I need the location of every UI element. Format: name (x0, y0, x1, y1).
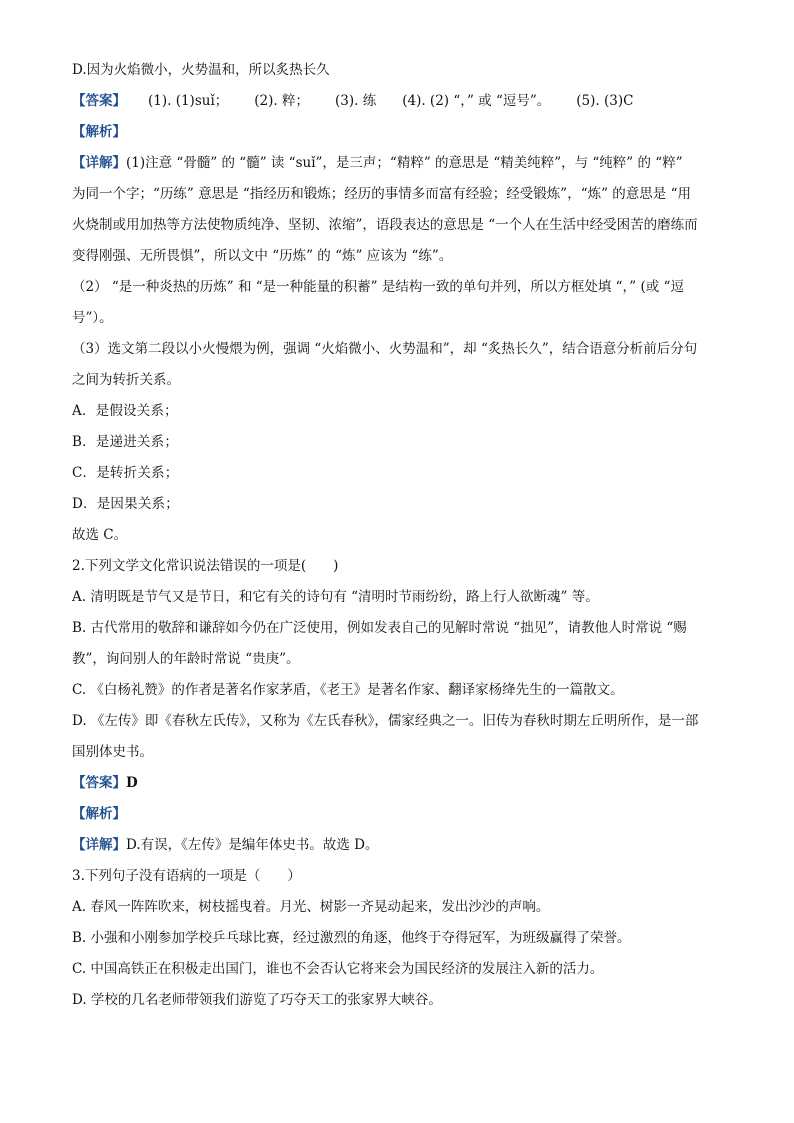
option-line (72, 680, 724, 700)
text: B. 小强和小刚参加学校乒乓球比赛，经过激烈的角逐，他终于夺得冠军，为班级赢得了荣誉。 (72, 930, 631, 946)
paragraph-line (72, 184, 724, 204)
answer-tag: 【答案】 (72, 93, 126, 109)
analysis-heading (72, 122, 724, 142)
text: D.有误，《左传》是编年体史书。故选 D。 (126, 837, 379, 853)
paragraph-line (72, 215, 724, 235)
option-line (72, 432, 724, 452)
option-line (72, 463, 724, 483)
option-line (72, 618, 724, 638)
option-line (72, 742, 724, 762)
analysis-heading (72, 804, 724, 824)
answer-part: (4). (2) “，” 或 “逗号”。 (402, 93, 551, 109)
option-line (72, 928, 724, 948)
analysis-tag: 【解析】 (72, 806, 126, 822)
detail-line (72, 153, 724, 173)
text: 之间为转折关系。 (72, 372, 180, 388)
answer-part: (2). 粹； (254, 93, 309, 109)
option-line (72, 401, 724, 421)
text: A. 清明既是节气又是节日，和它有关的诗句有 “清明时节雨纷纷，路上行人欲断魂” 等。 (72, 589, 599, 605)
detail-tag: 【详解】 (72, 155, 126, 171)
text: （2） “是一种炎热的历炼” 和 “是一种能量的积蓄” 是结构一致的单句并列，所以方框处填 “，” (或 “逗 (72, 279, 684, 295)
text: 3.下列句子没有语病的一项是（ ） (72, 868, 301, 884)
option-line (72, 897, 724, 917)
answer-line (72, 91, 724, 111)
text: 国别体史书。 (72, 744, 153, 760)
text: (1)注意 “骨髓” 的 “髓” 读 “suǐ”，是三声；“精粹” 的意思是 “精美纯粹”，与 “纯粹” 的 “粹” (126, 155, 683, 171)
text: 变得刚强、无所畏惧”，所以文中 “历炼” 的 “炼” 应该为 “练”。 (72, 248, 453, 264)
text: 故选 C。 (72, 527, 128, 543)
text: B．是递进关系； (72, 434, 179, 450)
conclusion-line (72, 525, 724, 545)
text: D.因为火焰微小，火势温和，所以炙热长久 (72, 62, 330, 78)
paragraph-line (72, 370, 724, 390)
option-line (72, 711, 724, 731)
text: 火烧制或用加热等方法使物质纯净、坚韧、浓缩”，语段表达的意思是 “一个人在生活中经受困苦的磨练而 (72, 217, 698, 233)
option-line (72, 649, 724, 669)
text: 为同一个字；“历练” 意思是 “指经历和锻炼；经历的事情多而富有经验；经受锻炼”，“炼” 的意思是 “用 (72, 186, 691, 202)
text: B. 古代常用的敬辞和谦辞如今仍在广泛使用，例如发表自己的见解时常说 “拙见”，请教他人时常说 “赐 (72, 620, 687, 636)
text: D. 《左传》即《春秋左氏传》，又称为《左氏春秋》，儒家经典之一。旧传为春秋时期左丘明所作，是一部 (72, 713, 699, 729)
answer-line (72, 773, 724, 793)
text: （3）选文第二段以小火慢煨为例，强调 “火焰微小、火势温和”，却 “炙热长久”，结合语意分析前后分句 (72, 341, 698, 357)
option-line (72, 494, 724, 514)
detail-tag: 【详解】 (72, 837, 126, 853)
text: A. 春风一阵阵吹来，树枝摇曳着。月光、树影一齐晃动起来，发出沙沙的声响。 (72, 899, 550, 915)
analysis-tag: 【解析】 (72, 124, 126, 140)
option-line (72, 990, 724, 1010)
text: C. 中国高铁正在积极走出国门，谁也不会否认它将来会为国民经济的发展注入新的活力。 (72, 961, 604, 977)
text: C．是转折关系； (72, 465, 179, 481)
paragraph-line (72, 277, 724, 297)
paragraph-line (72, 308, 724, 328)
question-2-stem (72, 556, 724, 576)
option-line (72, 587, 724, 607)
text: C. 《白杨礼赞》的作者是著名作家茅盾，《老王》是著名作家、翻译家杨绛先生的一篇散文。 (72, 682, 624, 698)
paragraph-line (72, 339, 724, 359)
question-3-stem (72, 866, 724, 886)
text: A．是假设关系； (72, 403, 178, 419)
text: 2.下列文学文化常识说法错误的一项是( ) (72, 558, 339, 574)
answer-part: (1). (1)suǐ； (148, 93, 229, 109)
text: D．是因果关系； (72, 496, 179, 512)
answer-value: D (126, 775, 138, 791)
answer-option-d-line (72, 60, 724, 80)
text: 教”，询问别人的年龄时常说 “贵庚”。 (72, 651, 300, 667)
paragraph-line (72, 246, 724, 266)
option-line (72, 959, 724, 979)
answer-part: (5). (3)C (576, 93, 634, 109)
answer-tag: 【答案】 (72, 775, 126, 791)
text: D. 学校的几名老师带领我们游览了巧夺天工的张家界大峡谷。 (72, 992, 442, 1008)
answer-part: (3). 练 (335, 93, 377, 109)
detail-line (72, 835, 724, 855)
text: 号”）。 (72, 310, 113, 326)
